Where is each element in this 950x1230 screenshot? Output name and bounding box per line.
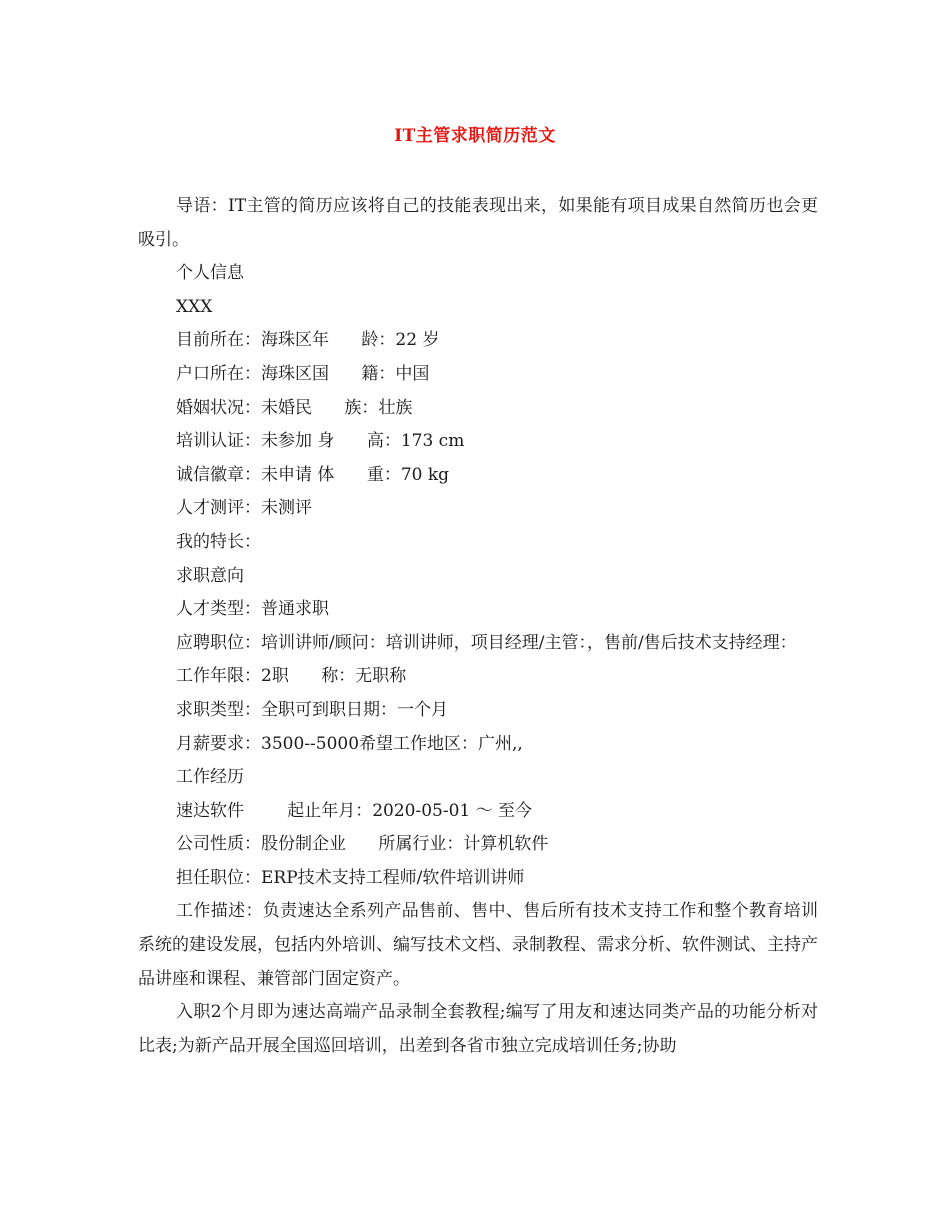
info-line-salary-region: 月薪要求：3500--5000希望工作地区：广州,, [176,733,523,754]
work-description: 工作描述：负责速达全系列产品售前、售中、售后所有技术支持工作和整个教育培训系统的建设发展，包括内外培训、编写技术文档、录制教程、需求分析、软件测试、主持产品讲座和课程、兼管部门固定资产。 [138,901,818,989]
work-company-type-industry: 公司性质：股份制企业 所属行业：计算机软件 [176,834,549,855]
info-line-talent-type: 人才类型：普通求职 [176,599,329,620]
info-line-badge-weight: 诚信徽章：未申请 体 重：70 kg [176,464,450,485]
info-line-assessment: 人才测评：未测评 [176,498,312,519]
section-heading-job-intent: 求职意向 [176,565,244,586]
work-company-dates: 速达软件 起止年月：2020-05-01 ～ 至今 [176,800,533,821]
applicant-name: XXX [176,296,213,317]
info-line-years-title: 工作年限：2职 称：无职称 [176,666,407,687]
section-heading-personal-info: 个人信息 [176,263,244,284]
document-title: IT主管求职简历范文 [394,126,556,146]
info-line-location-age: 目前所在：海珠区年 龄：22 岁 [176,330,440,351]
info-line-marital-ethnicity: 婚姻状况：未婚民 族：壮族 [176,397,413,418]
work-achievements: 入职2个月即为速达高端产品录制全套教程;编写了用友和速达同类产品的功能分析对比表;为新产品开展全国巡回培训，出差到各省市独立完成培训任务;协助 [138,1002,818,1056]
info-line-specialty: 我的特长： [176,531,261,552]
document-body [138,190,818,1063]
section-heading-work-experience: 工作经历 [176,767,244,788]
intro-paragraph: 导语：IT主管的简历应该将自己的技能表现出来，如果能有项目成果自然简历也会更吸引。 [138,196,818,250]
info-line-job-type: 求职类型：全职可到职日期：一个月 [176,699,448,720]
info-line-certification-height: 培训认证：未参加 身 高：173 cm [176,431,465,452]
info-line-positions: 应聘职位：培训讲师/顾问：培训讲师，项目经理/主管：，售前/售后技术支持经理： [176,632,797,653]
work-position: 担任职位：ERP技术支持工程师/软件培训讲师 [176,867,525,888]
info-line-hukou-nationality: 户口所在：海珠区国 籍：中国 [176,363,430,384]
